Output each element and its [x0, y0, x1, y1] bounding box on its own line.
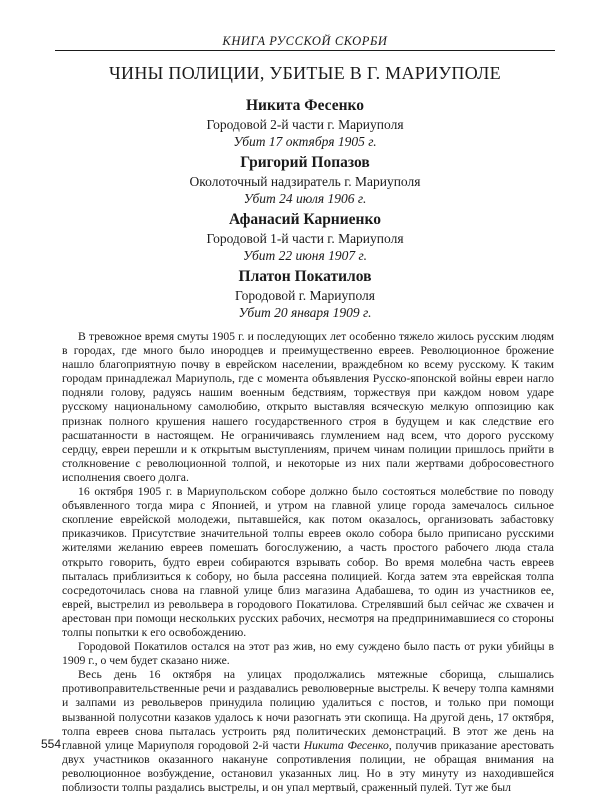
victim-date: Убит 24 июля 1906 г. [243, 191, 367, 206]
victim-role: Городовой г. Мариуполя [235, 288, 375, 303]
victim-name: Никита Фесенко [245, 97, 364, 114]
victim-role: Городовой 1-й части г. Мариуполя [206, 231, 404, 246]
paragraph-3: Городовой Покатилов остался на этот раз жив, но ему суждено было пасть от руки убийцы в 1909 г., о чем будет сказано ниже. [62, 640, 554, 668]
paragraph-4-name: Никита Фесенко [303, 738, 389, 752]
paragraph-4-part-a: Весь день 16 октября на улицах продолжались мятежные сборища, слышались противоправительственные речи и раздавались революверные выстрелы. К вечеру толпа камнями и залпами из револьверов принудила полицию удалиться с постов, и только при помощи вызванной полусотни казаков удалось к ночи разогнать эти скопища. На другой день, 17 октября, толпа евреев снова пыталась устроить ряд политических демонстраций. В этот же день на главной улице Мариуполя городовой 2-й части [62, 668, 554, 752]
victim-date: Убит 22 июня 1907 г. [243, 248, 367, 263]
running-head: КНИГА РУССКОЙ СКОРБИ [222, 34, 388, 48]
article-body [62, 330, 554, 795]
victim-entry [55, 267, 555, 324]
victim-entry [55, 210, 555, 267]
paragraph-1: В тревожное время смуты 1905 г. и последующих лет особенно тяжело жилось русским людям в городах, где много было инородцев и преимущественно евреев. Революционное брожение нашло благоприятную почву в еврейском населении, враждебном ко всему русскому. К таким городам принадлежал Мариуполь, где с момента объявления Русско-японской войны евреи нагло подняли голову, радуясь нашим военным бедствиям, торжествуя при каждом новом ударе русскому национальному самолюбию, открыто выставляя всяческую мелкую оппозицию как признак полного крушения нашего государственного строя в будущем и как следствие его расшатанности в настоящем. Не ограничиваясь глумлением над всем, что дорого русскому сердцу, евреи перешли и к открытым выступлениям, причем чинам полиции пришлось прийти в столкновение с революционной толпой, и некоторые из них пали жертвами добросовестного исполнения своего долга. [62, 330, 554, 484]
victim-entry [55, 153, 555, 210]
victim-role: Городовой 2-й части г. Мариуполя [206, 117, 404, 132]
header-rule [55, 50, 555, 51]
paragraph-4 [62, 668, 554, 795]
victim-role: Околоточный надзиратель г. Мариуполя [189, 174, 421, 189]
victim-date: Убит 17 октября 1905 г. [233, 134, 377, 149]
paragraph-2: 16 октября 1905 г. в Мариупольском соборе должно было состояться молебствие по поводу объявленного тогда мира с Японией, и утром на главной улице города замечалось сильное скопление еврейской молодежи, пытавшейся, как потом оказалось, организовать забастовку приказчиков. Присутствие значительной толпы евреев около собора было приписано русскими жителями желанию евреев помешать богослужению, а часть простого рабочего люда стала открыто говорить, будто евреи собираются взрывать собор. Во время молебна часть евреев пыталась приблизиться к собору, но была рассеяна полицией. Когда затем эта еврейская толпа сосредоточилась снова на главной улице близ магазина Адабашева, то один из участников ее, еврей, выстрелил из револьвера в городового Покатилова. Стрелявший был сейчас же схвачен и арестован при помощи нескольких русских рабочих, несмотря на предпринимавшиеся со стороны толпы попытки к его освобождению. [62, 485, 554, 639]
page-number: 554 [41, 737, 62, 751]
victim-entry [55, 96, 555, 153]
victim-name: Григорий Попазов [240, 154, 370, 171]
victim-name: Платон Покатилов [238, 268, 372, 285]
victim-date: Убит 20 января 1909 г. [238, 305, 372, 320]
victim-name: Афанасий Карниенко [229, 211, 381, 228]
paragraph-4-part-b: , получив приказание арестовать двух участников оказанного накануне сопротивления полиции, не обращая внимания на революционное возбуждение, остановил указанных лиц. Но в эту минуту из находившейся поблизости толпы раздались выстрелы, и он упал мертвый, сраженный пулей. Тут же был [62, 738, 554, 794]
victims-list [55, 96, 555, 324]
page-title: ЧИНЫ ПОЛИЦИИ, УБИТЫЕ В Г. МАРИУПОЛЕ [109, 63, 501, 83]
